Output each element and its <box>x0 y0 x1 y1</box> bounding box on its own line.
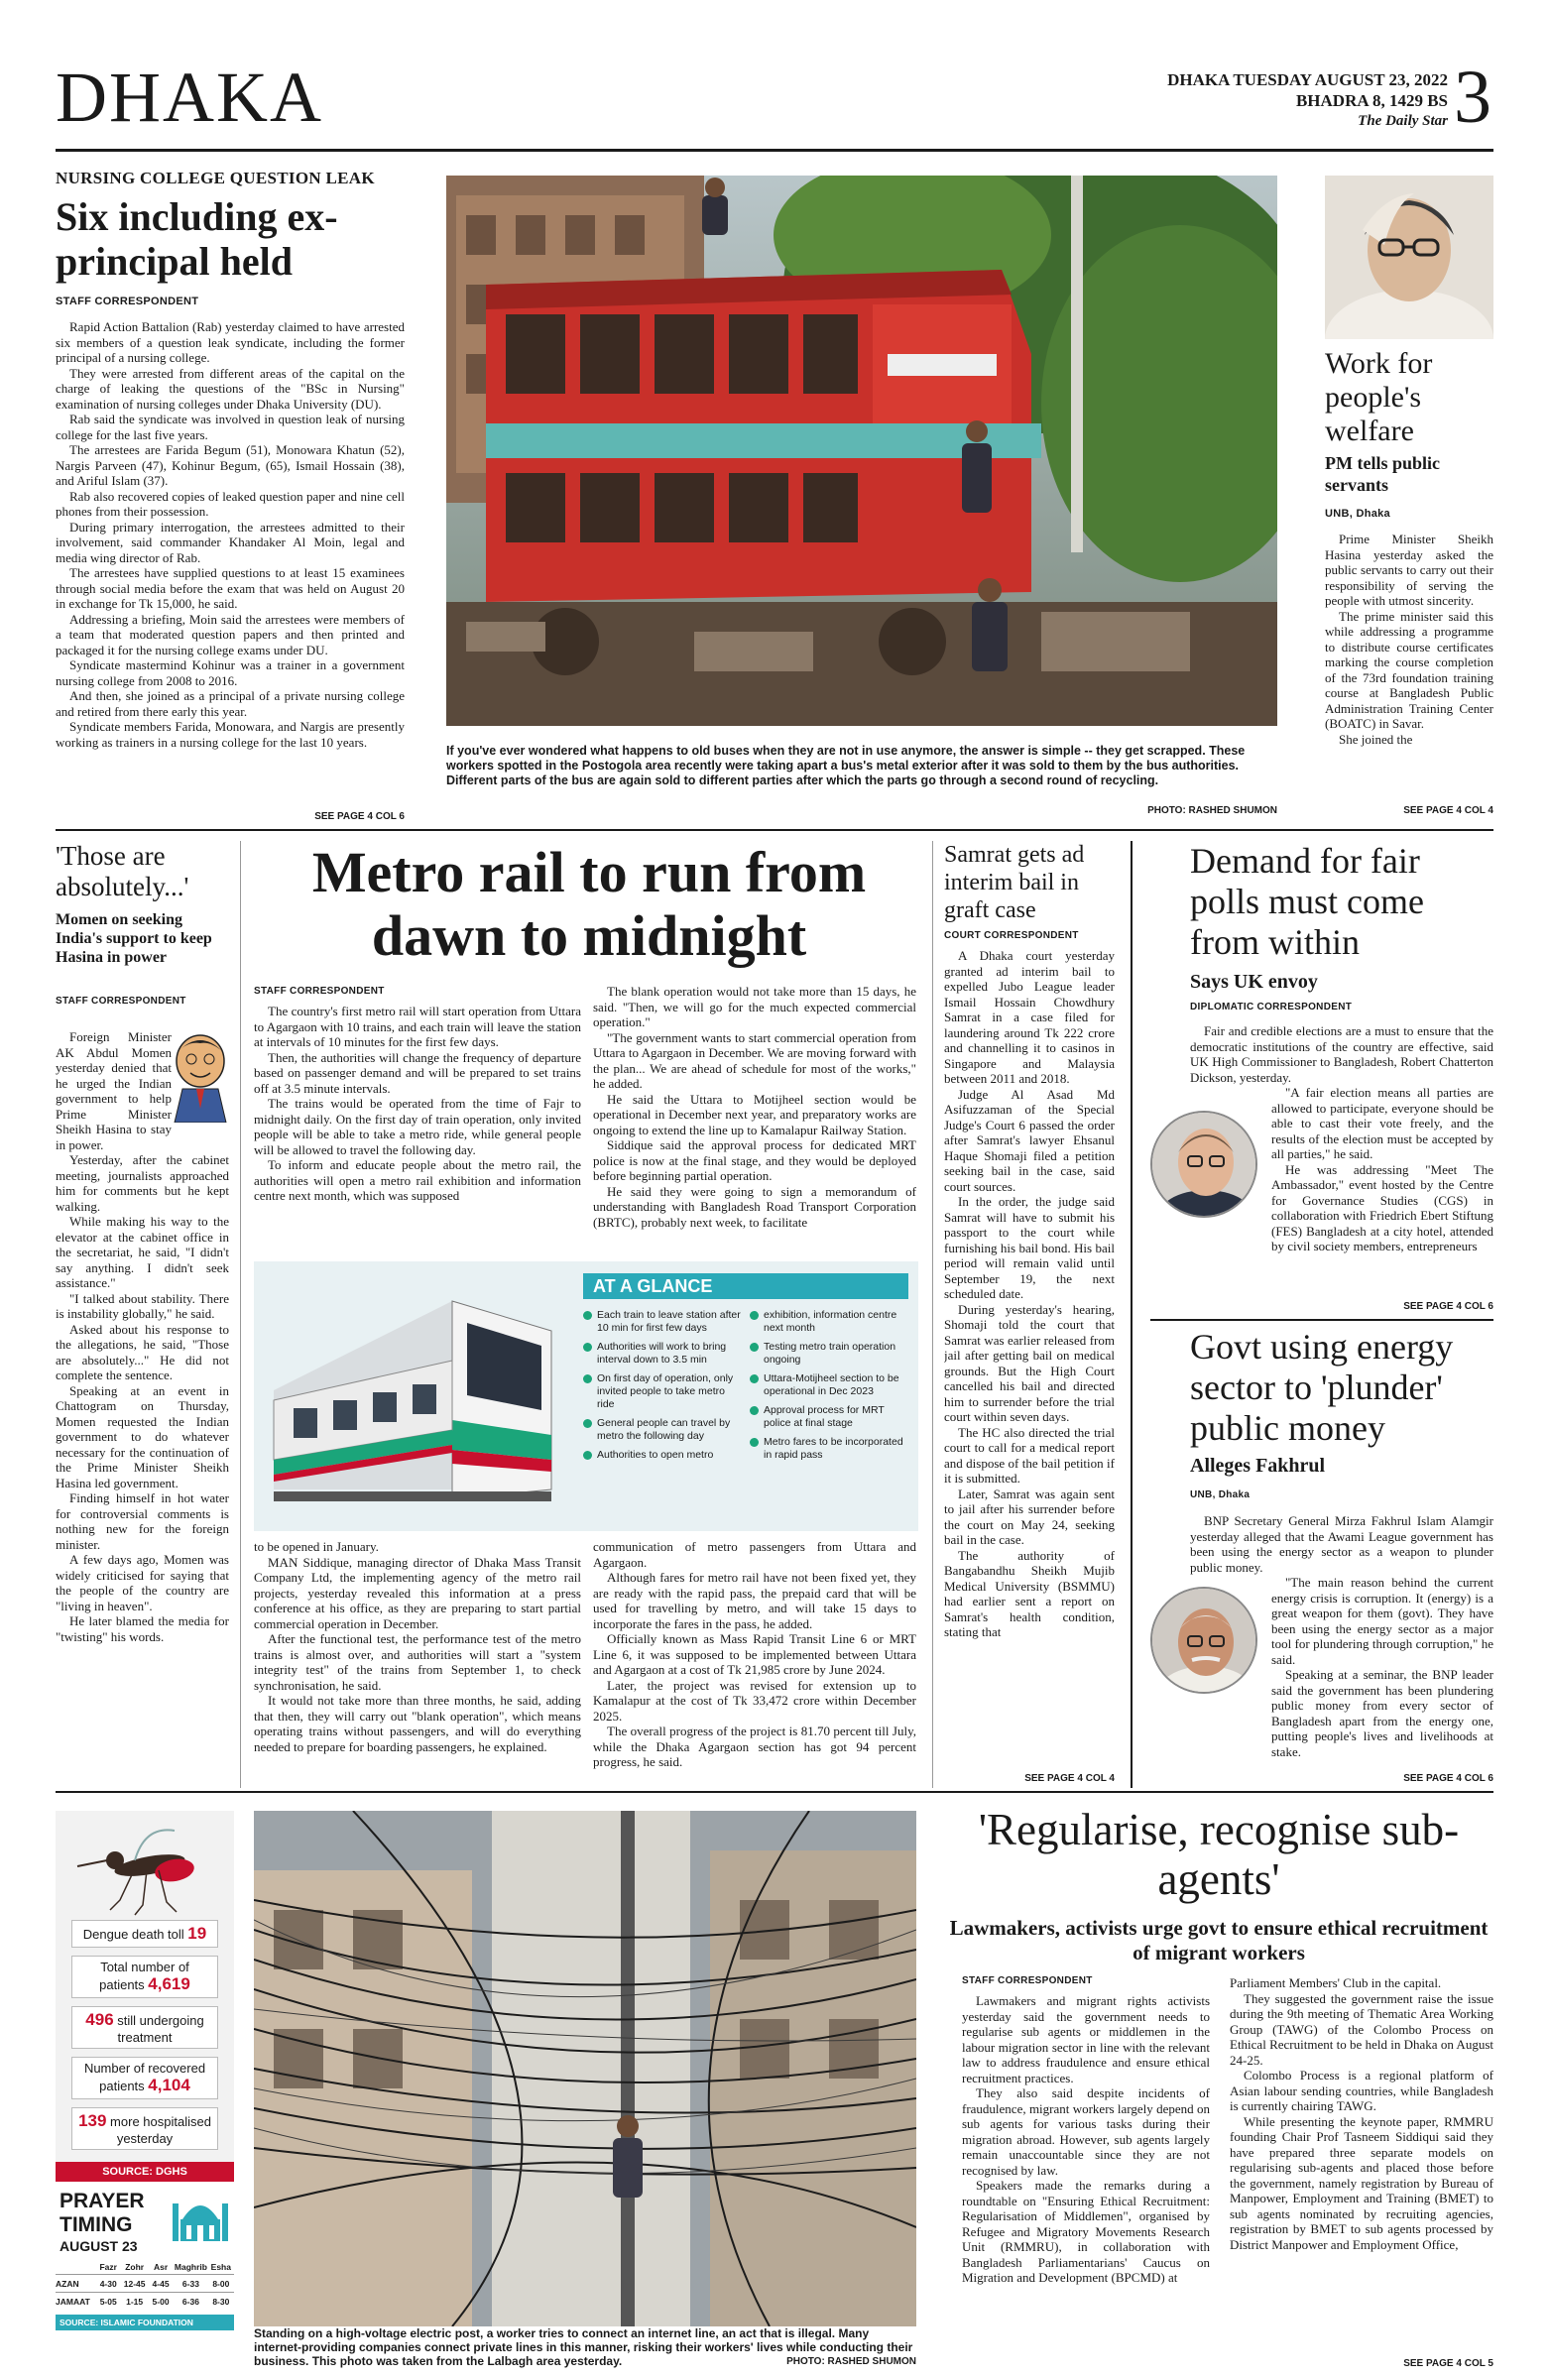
paragraph: A few days ago, Momen was widely criticised for saying that the people of the country are "living in heaven". <box>56 1552 229 1613</box>
glance-item: Approval process for MRT police at final stage <box>750 1404 910 1430</box>
paragraph: During yesterday's hearing, Shomaji told the court that Samrat was earlier released from jail after getting bail on medical grounds. But the High Court cancelled his bail and directed him to surrender before the trial court within seven days. <box>944 1301 1115 1424</box>
paragraph: He later blamed the media for "twisting" his words. <box>56 1613 229 1644</box>
prayer-source: SOURCE: ISLAMIC FOUNDATION <box>56 2315 234 2330</box>
samrat-headline: Samrat gets ad interim bail in graft case <box>944 842 1085 923</box>
portrait-illustration <box>1325 176 1493 339</box>
glance-right-list <box>750 1309 910 1468</box>
pm-portrait <box>1325 176 1493 339</box>
paragraph: During primary interrogation, the arrestees admitted to their involvement, said commander Khandaker Al Moin, legal and media wing director of Rab. <box>56 519 405 565</box>
samrat-continued: SEE PAGE 4 COL 4 <box>1024 1773 1115 1784</box>
paragraph: In the order, the judge said Samrat will have to submit his passport to the court while furnishing his bail bond. His bail period will remain valid until September 19, the next scheduled date. <box>944 1194 1115 1301</box>
wires-illustration <box>254 1811 916 2326</box>
dengue-source: SOURCE: DGHS <box>56 2162 234 2182</box>
paragraph: Syndicate mastermind Kohinur was a trainer in a government nursing college from 2008 to 2016. <box>56 657 405 688</box>
metro-headline: Metro rail to run from dawn to midnight <box>311 840 867 968</box>
nursing-kicker: NURSING COLLEGE QUESTION LEAK <box>56 169 375 187</box>
illegal-internet-line-photo <box>254 1811 916 2326</box>
bullet-icon <box>750 1311 759 1320</box>
pm-subhead: PM tells public servants <box>1325 453 1440 495</box>
paragraph: to be opened in January. <box>254 1539 379 1554</box>
paragraph: While making his way to the elevator at the cabinet office in the secretariat, he said, "I didn't say anything. I didn't seek assistance." <box>56 1214 229 1290</box>
paragraph: And then, she joined as a principal of a private nursing college and retired from there early this year. <box>56 688 405 719</box>
bullet-icon <box>583 1419 592 1428</box>
paragraph: "I talked about stability. There is instability globally," he said. <box>56 1290 229 1321</box>
paragraph: Foreign Minister AK Abdul Momen yesterday denied that he urged the Indian government to help Prime Minister Sheikh Hasina to stay in power. <box>56 1029 172 1152</box>
paragraph: While presenting the keynote paper, RMMRU founding Chair Prof Tasneem Siddiqui said they have prepared three separate models on regularising sub-agents and placed those before the government, namely registration by Bureau of Manpower, Employment and Training (BMET) to sub agents nominated by recruiting agencies, registration by BMET to sub agents processed by District Manpower and Employment Office, <box>1230 2113 1493 2252</box>
paragraph: Speaking at a seminar, the BNP leader said the government has been plundering public money from every sector of Bangladesh apart from the energy one, putting people's lives and livelihoods at stake. <box>1271 1667 1493 1759</box>
glance-item: Authorities to open metro <box>583 1449 742 1462</box>
metro-col1 <box>254 1004 581 1251</box>
prayer-header-row: Fazr Zohr Asr Maghrib Esha <box>56 2259 234 2275</box>
paragraph: "The main reason behind the current energy crisis is corruption. It (energy) is a great weapon for them (govt). They have been using the energy sector as a major tool for plundering through corruption," he said. <box>1271 1575 1493 1667</box>
nursing-headline: Six including ex-principal held <box>56 194 338 284</box>
paper-name: The Daily Star <box>1358 113 1448 129</box>
glance-item: Authorities will work to bring interval down to 3.5 min <box>583 1341 742 1367</box>
paragraph: Later, Samrat was again sent to jail after his surrender before the court on May 24, seeking bail in the case. <box>944 1486 1115 1547</box>
prayer-title: PRAYER TIMING AUGUST 23 <box>60 2190 145 2254</box>
mosque-icon <box>171 2190 230 2245</box>
paragraph: A Dhaka court yesterday granted ad interim bail to expelled Jubo League leader Ismail Hossain Chowdhury Samrat in a case filed for laundering around Tk 222 crore and channelling it to casinos in Singapore and Malaysia between 2011 and 2018. <box>944 948 1115 1086</box>
momen-headline: 'Those are absolutely...' <box>56 841 189 901</box>
paragraph: Parliament Members' Club in the capital. <box>1230 1975 1442 1990</box>
energy-byline: UNB, Dhaka <box>1190 1489 1251 1500</box>
momen-byline: STAFF CORRESPONDENT <box>56 996 186 1007</box>
column-rule <box>932 841 933 1788</box>
bullet-icon <box>750 1343 759 1352</box>
subagents-col2 <box>1230 1975 1493 2354</box>
dengue-stat: 139 more hospitalised yesterday <box>71 2107 218 2150</box>
bullet-icon <box>750 1406 759 1415</box>
dengue-stat: 496 still undergoing treatment <box>71 2006 218 2049</box>
paragraph: The overall progress of the project is 81.70 percent till July, while the Dhaka Agargaon section has got 94 percent progress, he said. <box>593 1724 916 1769</box>
paragraph: The prime minister said this while addressing a programme to distribute course certificates marking the course completion of the 73rd foundation training course at Bangladesh Public Administration Training Center (BOATC) in Savar. <box>1325 608 1493 731</box>
nursing-body <box>56 319 405 805</box>
energy-headline: Govt using energy sector to 'plunder' public money <box>1190 1327 1454 1448</box>
bullet-icon <box>583 1374 592 1383</box>
pm-continued: SEE PAGE 4 COL 4 <box>1403 805 1493 816</box>
paragraph: Officially known as Mass Rapid Transit Line 6 or MRT Line 6, it was supposed to be implemented between Uttara and Agargaon at a cost of Tk 21,985 crore by June 2024. <box>593 1631 916 1677</box>
paragraph: "The government wants to start commercial operation from Uttara to Agargaon in December. We are moving forward with the plan... We are ahead of schedule for most of the works," he added. <box>593 1029 916 1091</box>
metro-byline: STAFF CORRESPONDENT <box>254 986 385 997</box>
paragraph: The arrestees have supplied questions to at least 15 examinees through social media before the exam that was held on August 20 in exchange for Tk 15,000, he said. <box>56 565 405 611</box>
paragraph: Rab also recovered copies of leaked question paper and nine cell phones from their possession. <box>56 488 405 519</box>
paragraph: The trains would be operated from the time of Fajr to midnight daily. On the first day of train operation, only invited people will be able to take a metro ride, while general people will be allowed to travel the following day. <box>254 1096 581 1157</box>
bus-illustration <box>446 176 1277 726</box>
paragraph: Prime Minister Sheikh Hasina yesterday asked the public servants to carry out their responsibility of serving the people with utmost sincerity. <box>1325 532 1493 608</box>
glance-item: exhibition, information centre next month <box>750 1309 910 1335</box>
paragraph: The authority of Bangabandhu Sheikh Mujib Medical University (BSMMU) had earlier sent a report on Samrat's health condition, stating that <box>944 1547 1115 1639</box>
glance-item: Testing metro train operation ongoing <box>750 1341 910 1367</box>
dengue-stat: Dengue death toll 19 <box>71 1920 218 1948</box>
bengali-date: BHADRA 8, 1429 BS <box>1295 91 1448 110</box>
polls-headline: Demand for fair polls must come from within <box>1190 841 1424 962</box>
paragraph: Later, the project was revised for extension up to Kamalapur at the cost of Tk 33,472 crore within December 2025. <box>593 1677 916 1724</box>
bullet-icon <box>583 1451 592 1460</box>
paragraph: They were arrested from different areas of the capital on the charge of leaking the questions of the "BSc in Nursing" examination of nursing colleges under Dhaka University (DU). <box>56 365 405 412</box>
paragraph: BNP Secretary General Mirza Fakhrul Islam Alamgir yesterday alleged that the Awami League government has been using the energy sector as a weapon to plunder public money. <box>1190 1513 1493 1575</box>
paragraph: communication of metro passengers from Uttara and Agargaon. <box>593 1539 916 1570</box>
paragraph: She joined the <box>1339 731 1413 747</box>
glance-item: On first day of operation, only invited people to take metro ride <box>583 1372 742 1411</box>
date-line: DHAKA TUESDAY AUGUST 23, 2022 <box>1167 70 1448 89</box>
prayer-box <box>56 2190 234 2348</box>
paragraph: Then, the authorities will change the frequency of departure based on passenger demand and will be prepared to set trains off at 3.5 minute intervals. <box>254 1049 581 1096</box>
pm-body <box>1325 532 1493 797</box>
samrat-byline: COURT CORRESPONDENT <box>944 930 1079 941</box>
paragraph: Syndicate members Farida, Monowara, and Nargis are presently working as trainers in a nursing college for the last 10 years. <box>56 719 405 750</box>
paragraph: Yesterday, after the cabinet meeting, journalists approached him for comments but he kept walking. <box>56 1152 229 1214</box>
polls-continued: SEE PAGE 4 COL 6 <box>1403 1301 1493 1312</box>
paragraph: The arrestees are Farida Begum (51), Monowara Khatun (52), Nargis Parveen (47), Kohinur Begum, (65), Ismail Hossain (38), and Ariful Islam (37). <box>56 442 405 488</box>
wires-photo-credit: PHOTO: RASHED SHUMON <box>786 2356 916 2367</box>
masthead-rule <box>56 149 1493 152</box>
paragraph: To inform and educate people about the metro rail, the authorities will open a metro rail exhibition and information centre next month, which was supposed <box>254 1157 581 1203</box>
paragraph: Finding himself in hot water for controversial comments is nothing new for the foreign minister. <box>56 1490 229 1552</box>
polls-byline: DIPLOMATIC CORRESPONDENT <box>1190 1002 1353 1012</box>
paragraph: Rapid Action Battalion (Rab) yesterday claimed to have arrested six members of a question leak syndicate, including the former principal of a nursing college. <box>56 319 405 365</box>
paragraph: He said they were going to sign a memorandum of understanding with Bangladesh Road Transport Corporation (BRTC), probably next week, to facilitate <box>593 1183 916 1230</box>
polls-body <box>1190 1023 1493 1299</box>
column-rule <box>240 841 241 1788</box>
paragraph: He was addressing "Meet The Ambassador," event hosted by the Centre for Governance Studies (CGS) in collaboration with Friedrich Ebert Stiftung (FES) Bangladesh at a city hotel, attended by civil society members, entrepreneurs <box>1271 1161 1493 1253</box>
paragraph: Asked about his response to the allegations, he said, "Those are absolutely..." He did not complete the sentence. <box>56 1321 229 1382</box>
momen-subhead: Momen on seeking India's support to keep Hasina in power <box>56 911 212 966</box>
paragraph: It would not take more than three months, he said, adding that then, they will carry out "blank operation", which means operating trains without passengers, and will do everything needed to prepare for boarding passengers, he explained. <box>254 1693 581 1754</box>
section-title: DHAKA <box>56 58 323 137</box>
paragraph: After the functional test, the performance test of the metro trains is almost over, and authorities will start a "system integrity test" of the trains from September 1, to check synchronisation, he said. <box>254 1631 581 1693</box>
paragraph: MAN Siddique, managing director of Dhaka Mass Transit Company Ltd, the implementing agency of the metro rail projects, yesterday revealed this information at a press conference at his office, as they are preparing to start partial commercial operation in December. <box>254 1554 581 1631</box>
section-rule <box>56 1791 1493 1793</box>
paragraph: They also said despite incidents of fraudulence, migrant workers largely depend on sub agents for various tasks during their migration abroad. However, sub agents largely remain unaccountable since they are not recognised by law. <box>962 2085 1210 2178</box>
energy-subhead: Alleges Fakhrul <box>1190 1455 1326 1477</box>
paragraph: Speakers made the remarks during a roundtable on "Ensuring Ethical Recruitment: Regularisation of Middlemen", organised by Refugee and Migratory Movements Research Unit (RMMRU), in collaboration with Bangladesh Parliamentarians' Caucus on Migration and Development (BPCMD) at <box>962 2178 1210 2285</box>
scrapped-bus-photo <box>446 176 1277 726</box>
bullet-icon <box>750 1438 759 1447</box>
glance-title: AT A GLANCE <box>583 1273 908 1299</box>
paragraph: Addressing a briefing, Moin said the arrestees were members of a team that moderated question papers and then printed and packaged it for the nursing college exams under DU. <box>56 611 405 657</box>
polls-subhead: Says UK envoy <box>1190 971 1318 993</box>
dengue-box <box>56 1811 234 2182</box>
bullet-icon <box>583 1311 592 1320</box>
glance-item: Uttara-Motijheel section to be operational in Dec 2023 <box>750 1372 910 1398</box>
metro-at-a-glance <box>254 1261 918 1531</box>
metro-col2 <box>593 984 916 1251</box>
paragraph: The HC also directed the trial court to call for a medical report and dispose of the bail petition if it is submitted. <box>944 1424 1115 1486</box>
dengue-stat: Number of recovered patients 4,104 <box>71 2057 218 2099</box>
section-rule <box>56 829 1493 831</box>
prayer-row: AZAN 4-30 12-45 4-45 6-33 8-00 <box>56 2275 234 2293</box>
samrat-body <box>944 948 1115 1771</box>
paragraph: Fair and credible elections are a must to ensure that the democratic institutions of the country are effective, said UK High Commissioner to Bangladesh, Robert Chatterton Dickson, yesterday. <box>1190 1023 1493 1085</box>
paragraph: Rab said the syndicate was involved in question leak of nursing college for the last five years. <box>56 412 405 442</box>
subagents-col1 <box>962 1993 1210 2360</box>
masthead-date-block <box>1121 69 1448 132</box>
energy-body <box>1190 1513 1493 1769</box>
paragraph: The blank operation would not take more than 15 days, he said. "Then, we will go for the much expected commercial operation." <box>593 984 916 1029</box>
paragraph: Lawmakers and migrant rights activists yesterday said the government needs to regularise sub agents or middlemen in the labour migration sector in line with the relevant law to address fraudulence and ensure ethical recruitment practices. <box>962 1993 1210 2085</box>
prayer-row: JAMAAT 5-05 1-15 5-00 6-36 8-30 <box>56 2297 230 2307</box>
subagents-continued: SEE PAGE 4 COL 5 <box>1403 2358 1493 2369</box>
bullet-icon <box>583 1343 592 1352</box>
paragraph: The country's first metro rail will start operation from Uttara to Agargaon with 10 trains, and each train will leave the station at intervals of 10 minutes for the first few days. <box>254 1004 581 1049</box>
paragraph: Siddique said the approval process for dedicated MRT police is now at the final stage, and they would be deployed before beginning partial operation. <box>593 1137 916 1183</box>
paragraph: Speaking at an event in Chattogram on Thursday, Momen requested the Indian government to do whatever necessary for the continuation of the Prime Minister Sheikh Hasina led government. <box>56 1382 229 1490</box>
dengue-stat: Total number of patients 4,619 <box>71 1956 218 1998</box>
nursing-byline: STAFF CORRESPONDENT <box>56 296 199 307</box>
mosquito-icon <box>56 1811 234 1920</box>
subagents-byline: STAFF CORRESPONDENT <box>962 1975 1093 1986</box>
paragraph: Judge Al Asad Md Asifuzzaman of the Special Judge's Court 6 passed the order after Samrat's lawyer Ehsanul Haque Shomaji filed a petition seeking bail in the case, said court sources. <box>944 1086 1115 1194</box>
momen-body <box>56 1029 229 1779</box>
page-number: 3 <box>1454 56 1491 139</box>
glance-item: Metro fares to be incorporated in rapid pass <box>750 1436 910 1462</box>
column-rule <box>1131 841 1133 1788</box>
glance-left-list <box>583 1309 742 1468</box>
pm-headline: Work for people's welfare <box>1325 347 1433 447</box>
prayer-table <box>56 2259 234 2330</box>
glance-item: Each train to leave station after 10 min for first few days <box>583 1309 742 1335</box>
wires-photo-caption: Standing on a high-voltage electric post, a worker tries to connect an internet line, an act that is illegal. Many internet-providing companies connect private lines in this manner, risking their workers' lives while conducting their business. This photo was taken from the Lalbagh area yesterday. <box>254 2326 913 2368</box>
paragraph: Although fares for metro rail have not been fixed yet, they are ready with the rapid pass, the prepaid card that will be used for travelling by metro, and will take 15 days to incorporate the fares in the pass, he added. <box>593 1570 916 1631</box>
paragraph: "A fair election means all parties are allowed to participate, everyone should be able to cast their vote freely, and the results of the election must be accepted by all parties," he said. <box>1271 1085 1493 1161</box>
subagents-subhead: Lawmakers, activists urge govt to ensure ethical recruitment of migrant workers <box>949 1916 1489 1964</box>
paragraph: Colombo Process is a regional platform of Asian labour sending countries, while Bangladesh is currently chairing TAWG. <box>1230 2068 1493 2113</box>
energy-continued: SEE PAGE 4 COL 6 <box>1403 1773 1493 1784</box>
bullet-icon <box>750 1374 759 1383</box>
paragraph: They suggested the government raise the issue during the 9th meeting of Thematic Area Working Group (TAWG) of the Colombo Process on Ethical Recruitment to be held in Dhaka on August 24-25. <box>1230 1990 1493 2068</box>
nursing-continued: SEE PAGE 4 COL 6 <box>314 811 405 822</box>
pm-byline: UNB, Dhaka <box>1325 508 1390 520</box>
metro-col3 <box>254 1539 581 1785</box>
bus-photo-caption: If you've ever wondered what happens to old buses when they are not in use anymore, the answer is simple -- they get scrapped. These workers spotted in the Postogola area recently were taking apart a bus's metal exterior after it was sold to them by the bus authorities. Different parts of the bus are again sold to different parties after which the parts go through a second round of recycling. <box>446 744 1246 787</box>
glance-item: General people can travel by metro the following day <box>583 1417 742 1443</box>
bus-photo-credit: PHOTO: RASHED SHUMON <box>1147 805 1277 816</box>
metro-train-illustration <box>254 1261 571 1531</box>
subagents-headline: 'Regularise, recognise sub-agents' <box>978 1805 1460 1904</box>
metro-col4 <box>593 1539 916 1785</box>
story-rule <box>1150 1319 1493 1321</box>
paragraph: He said the Uttara to Motijheel section would be operational in December next year, and preparatory works are ongoing to extend the line up to Kamalapur Railway Station. <box>593 1091 916 1137</box>
